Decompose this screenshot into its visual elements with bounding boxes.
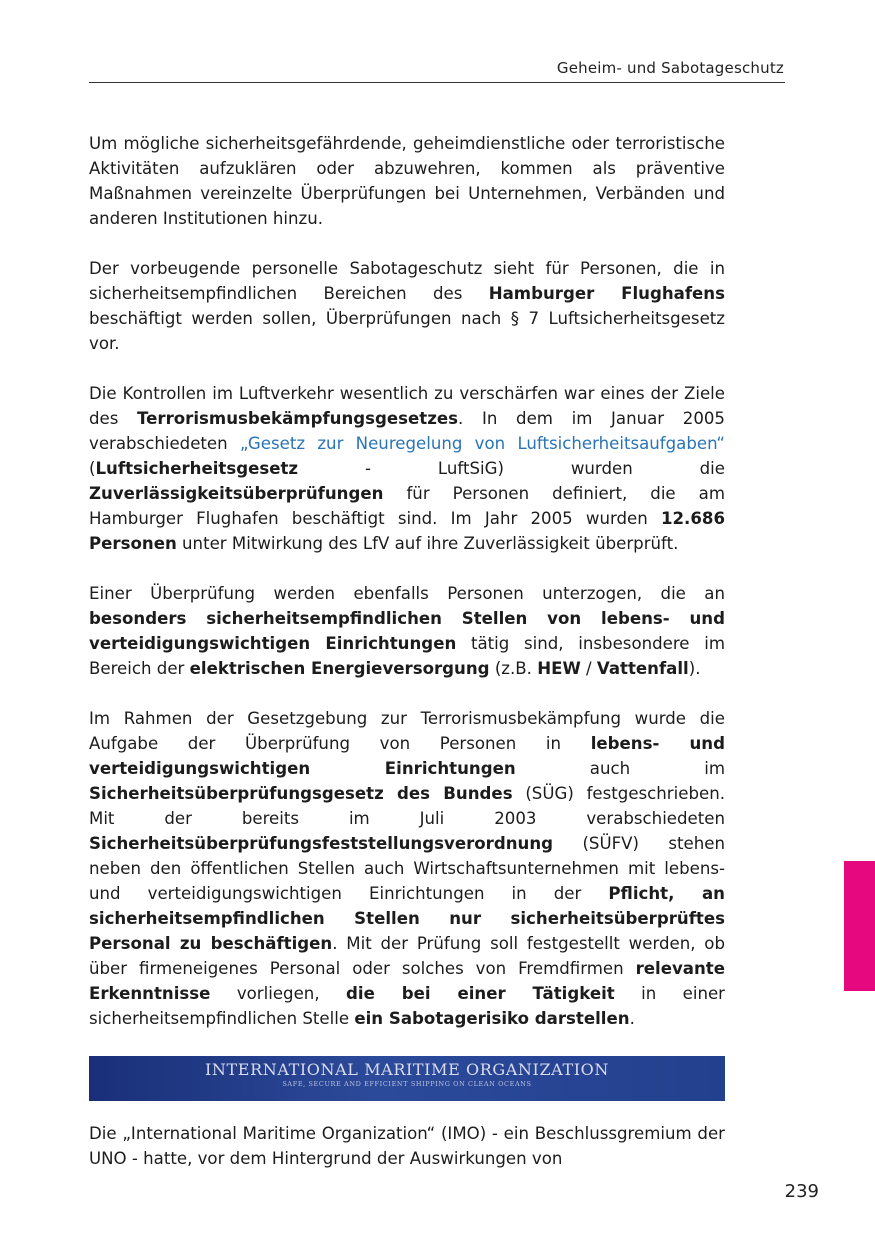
text-run: . Mit der Prüfung soll festgestellt werden, ob über firmeneigenes Personal oder solches von Fremdfirmen: [89, 934, 725, 978]
text-run: für Personen definiert, die am Hamburger Flughafen beschäftigt sind. Im Jahr 2005 wurden: [89, 484, 725, 528]
paragraph-2: [89, 256, 725, 356]
text-run: Im Rahmen der Gesetzgebung zur Terrorismusbekämpfung wurde die Aufgabe der Überprüfung von Personen in: [89, 709, 725, 753]
paragraph-5: [89, 706, 725, 1031]
text-run: (SÜG) festgeschrieben. Mit der bereits im Juli 2003 verabschiedeten: [89, 784, 725, 828]
paragraph-3: [89, 381, 725, 556]
imo-banner-title: INTERNATIONAL MARITIME ORGANIZATION: [205, 1060, 609, 1079]
main-text-column: [89, 131, 725, 1196]
paragraph-4: [89, 581, 725, 681]
text-run: auch im: [515, 759, 725, 778]
header-divider: [89, 82, 785, 83]
text-run: (: [89, 459, 96, 478]
bold-term: Vattenfall: [596, 659, 689, 678]
text-run: ).: [688, 659, 701, 678]
paragraph-1: Um mögliche sicherheitsgefährdende, geheimdienstliche oder terroristische Aktivitäten aufzuklären oder abzuwehren, kommen als präventive Maßnahmen vereinzelte Überprüfungen bei Unternehmen, Verbänden und anderen Institutionen hinzu.: [89, 134, 725, 228]
bold-term: besonders sicherheitsempfindlichen Stellen von lebens- und verteidigungswichtigen Einrichtungen: [89, 609, 725, 653]
text-run: in einer sicherheitsempfindlichen Stelle: [89, 984, 725, 1028]
bold-term: Zuverlässigkeitsüberprüfungen: [89, 484, 384, 503]
bold-term: Terrorismusbekämpfungsgesetzes: [137, 409, 459, 428]
bold-term: die bei einer Tätigkeit: [346, 984, 615, 1003]
running-header: Geheim- und Sabotageschutz: [556, 59, 784, 77]
imo-banner-image: [89, 1056, 725, 1101]
text-run: . In dem im Januar 2005 verabschiedeten: [89, 409, 725, 453]
bold-term: HEW: [537, 659, 581, 678]
bold-term: Sicherheitsüberprüfungsgesetz des Bundes: [89, 784, 513, 803]
bold-term: Hamburger Flughafens: [488, 284, 725, 303]
text-run: unter Mitwirkung des LfV auf ihre Zuverlässigkeit überprüft.: [176, 534, 679, 553]
text-run: (z.B.: [489, 659, 538, 678]
text-run: tätig sind, insbesondere im Bereich der: [89, 634, 725, 678]
imo-banner-subtitle: SAFE, SECURE AND EFFICIENT SHIPPING ON CLEAN OCEANS: [282, 1080, 532, 1088]
bold-term: Pflicht, an sicherheitsempfindlichen Stellen nur sicherheitsüberprüftes Personal zu beschäftigen: [89, 884, 725, 953]
text-run: beschäftigt werden sollen, Überprüfungen nach § 7 Luftsicherheitsgesetz vor.: [89, 309, 725, 353]
text-run: .: [629, 1009, 635, 1028]
page-number: 239: [784, 1181, 819, 1202]
paragraph-6: Die „International Maritime Organization“ (IMO) - ein Beschlussgremium der UNO - hatte, vor dem Hintergrund der Auswirkungen von: [89, 1124, 725, 1168]
bold-term: Sicherheitsüberprüfungsfeststellungsverordnung: [89, 834, 554, 853]
text-run: Einer Überprüfung werden ebenfalls Personen unterzogen, die an: [89, 584, 725, 603]
text-run: /: [580, 659, 597, 678]
bold-term: ein Sabotagerisiko darstellen: [354, 1009, 630, 1028]
law-title-link: „Gesetz zur Neuregelung von Luftsicherheitsaufgaben“: [239, 434, 725, 453]
text-run: Die Kontrollen im Luftverkehr wesentlich zu verschärfen war eines der Ziele des: [89, 384, 725, 428]
bold-term: relevante Erkenntnisse: [89, 959, 725, 1003]
bold-term: 12.686 Personen: [89, 509, 725, 553]
text-run: Der vorbeugende personelle Sabotageschutz sieht für Personen, die in sicherheitsempfindlichen Bereichen des: [89, 259, 725, 303]
text-run: (SÜFV) stehen neben den öffentlichen Stellen auch Wirtschaftsunternehmen mit lebens- und verteidigungswichtigen Einrichtungen in der: [89, 834, 725, 903]
text-run: vorliegen,: [210, 984, 346, 1003]
bold-term: elektrischen Energieversorgung: [189, 659, 490, 678]
text-run: - LuftSiG) wurden die: [298, 459, 725, 478]
chapter-marker-tab: [844, 861, 875, 991]
bold-term: Luftsicherheitsgesetz: [95, 459, 299, 478]
bold-term: lebens- und verteidigungswichtigen Einrichtungen: [89, 734, 725, 778]
